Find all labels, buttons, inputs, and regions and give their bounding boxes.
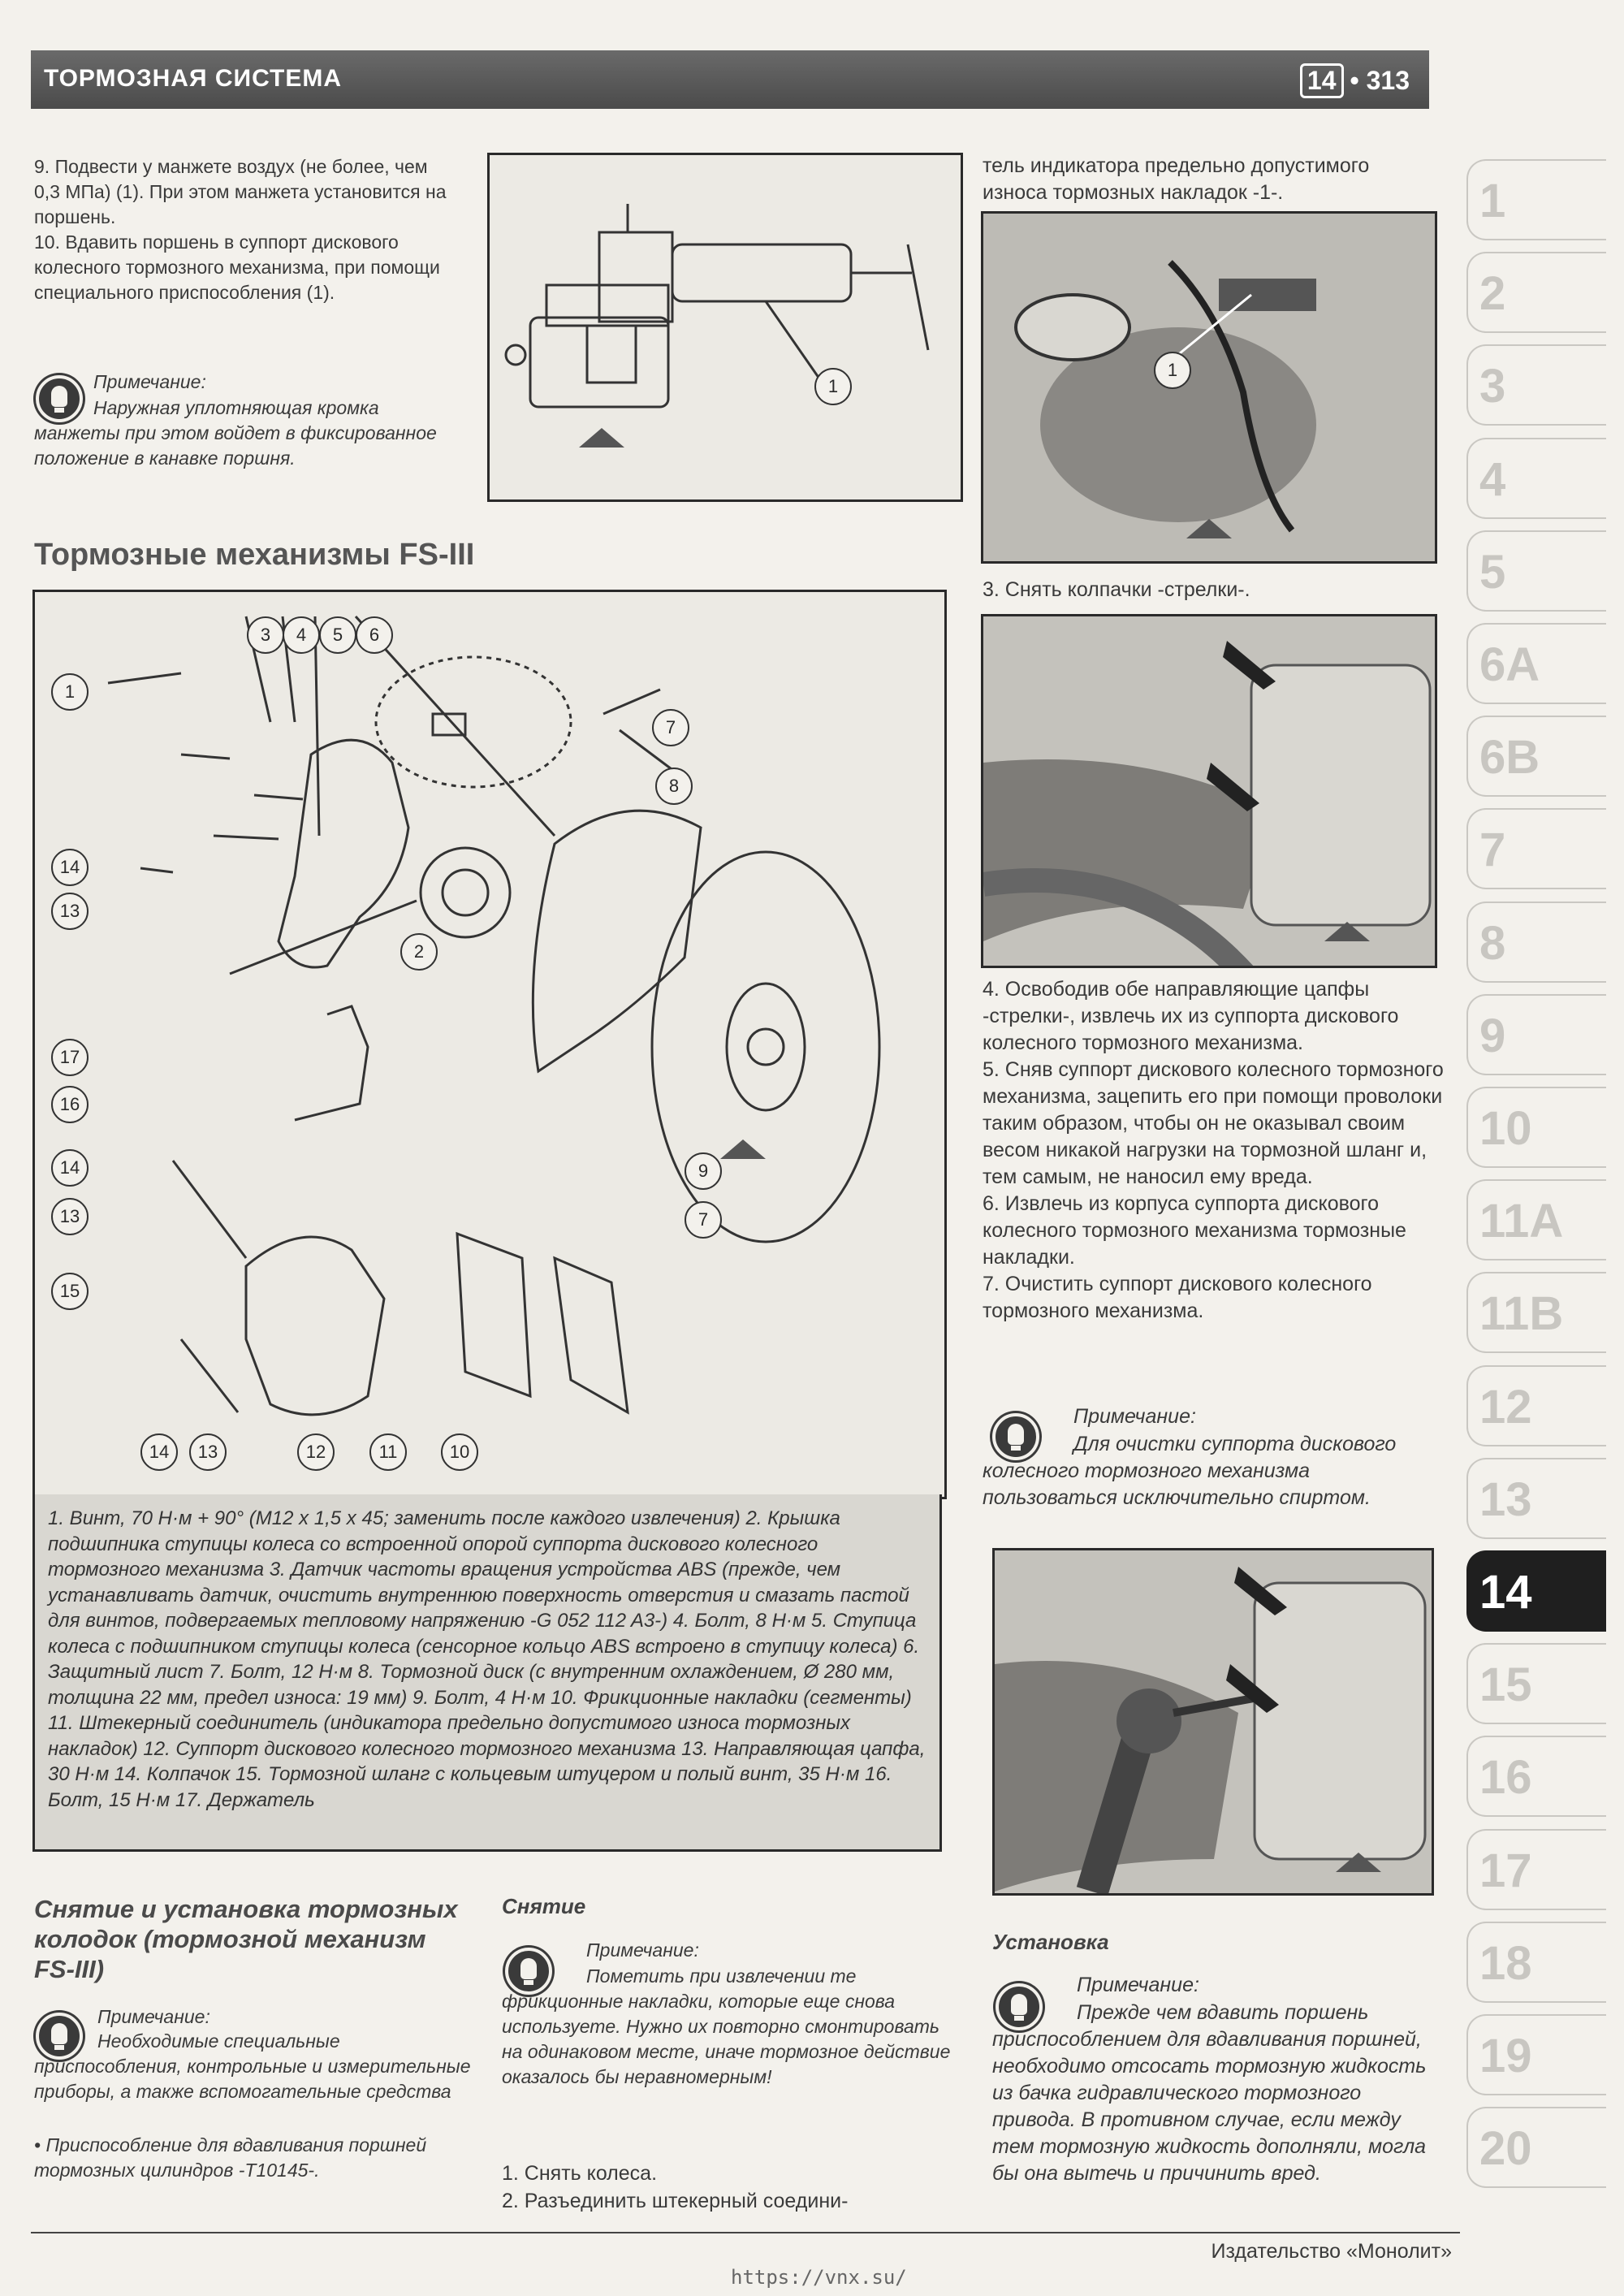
chapter-tab-6b[interactable]: 6B — [1466, 716, 1606, 797]
photo-guide-pins — [992, 1548, 1434, 1896]
step-3: 3. Снять колпачки -стрелки-. — [983, 578, 1250, 601]
figure-top-callout-1: 1 — [814, 368, 852, 405]
callout-15: 15 — [51, 1273, 89, 1310]
removal-step-1: 1. Снять колеса. — [502, 2162, 658, 2185]
left-top-steps — [34, 154, 456, 305]
callout-14: 14 — [51, 849, 89, 886]
callout-11: 11 — [369, 1433, 407, 1471]
step-9: 9. Подвести у манжете воздух (не более, чем 0,3 МПа) (1). При этом манжета установится на поршень. — [34, 156, 447, 227]
note-text-4: Для очистки суппорта дискового колесного тормозного механизма пользоваться исключительно спиртом. — [983, 1433, 1397, 1509]
section-title: ТОРМОЗНАЯ СИСТЕМА — [44, 65, 343, 92]
callout-5: 5 — [319, 616, 356, 654]
callout-14-bottom: 14 — [140, 1433, 178, 1471]
callout-3: 3 — [247, 616, 284, 654]
chapter-tab-5[interactable]: 5 — [1466, 530, 1606, 612]
callout-7-top: 7 — [652, 709, 689, 746]
chapter-tab-17[interactable]: 17 — [1466, 1829, 1606, 1910]
chapter-tab-8[interactable]: 8 — [1466, 902, 1606, 983]
chapter-tab-19[interactable]: 19 — [1466, 2014, 1606, 2095]
exploded-brake-diagram — [32, 590, 947, 1499]
chapter-tab-14[interactable]: 14 — [1466, 1550, 1606, 1632]
footer-divider — [31, 2232, 1460, 2233]
brake-assembly-drawing — [35, 592, 944, 1497]
chapter-tab-20[interactable]: 20 — [1466, 2107, 1606, 2188]
photo-caps-arrows — [981, 614, 1437, 968]
diagram-title: Тормозные механизмы FS-III — [34, 538, 475, 572]
note-title-2: Примечание: — [97, 2006, 210, 2027]
install-heading: Установка — [992, 1930, 1109, 1954]
chapter-tab-3[interactable]: 3 — [1466, 344, 1606, 426]
callout-4: 4 — [283, 616, 320, 654]
step-10: 10. Вдавить поршень в суппорт дискового колесного тормозного механизма, при помощи специального приспособления (1). — [34, 231, 440, 303]
piston-tool-drawing — [490, 155, 961, 499]
callout-13-bottom: 13 — [189, 1433, 227, 1471]
chapter-tab-2[interactable]: 2 — [1466, 252, 1606, 333]
chapter-number: 14 — [1300, 63, 1344, 98]
figure-piston-tool — [487, 153, 963, 502]
publisher: Издательство «Монолит» — [1211, 2240, 1452, 2263]
callout-1: 1 — [51, 673, 89, 711]
source-url[interactable]: https://vnx.su/ — [731, 2266, 907, 2289]
step-7: 7. Очистить суппорт дискового колесного тормозного механизма. — [983, 1273, 1372, 1322]
chapter-tab-13[interactable]: 13 — [1466, 1458, 1606, 1539]
callout-13-mid: 13 — [51, 1198, 89, 1235]
step-2-continued: тель индикатора предельно допустимого износа тормозных накладок -1-. — [983, 154, 1370, 204]
callout-8: 8 — [655, 767, 693, 805]
chapter-tab-18[interactable]: 18 — [1466, 1922, 1606, 2003]
note-title-1: Примечание: — [93, 371, 206, 392]
note-title-5: Примечание: — [1077, 1974, 1199, 1996]
callout-12: 12 — [297, 1433, 335, 1471]
steps-4-7 — [983, 976, 1445, 1325]
callout-7-bottom: 7 — [685, 1201, 722, 1239]
step-5: 5. Сняв суппорт дискового колесного тормозного механизма, зацепить его при помощи проволоки таким образом, чтобы он не оказывал своим весом никакой нагрузки на тормозной шланг и, тем самым, не наносил ему вреда. — [983, 1058, 1444, 1188]
note-title-3: Примечание: — [586, 1939, 699, 1961]
page-number: 14 • 313 — [1300, 63, 1410, 98]
chapter-tab-10[interactable]: 10 — [1466, 1087, 1606, 1168]
chapter-tab-9[interactable]: 9 — [1466, 994, 1606, 1075]
chapter-tab-15[interactable]: 15 — [1466, 1643, 1606, 1724]
page-num-value: 313 — [1366, 66, 1410, 95]
note-title-4: Примечание: — [1073, 1405, 1196, 1428]
note-text-3: Пометить при извлечении те фрикционные накладки, которые еще снова используете. Нужно их повторно смонтировать на одинаковом месте, иначе тормозное действие оказалось бы неравномерным! — [502, 1965, 951, 2087]
chapter-tab-11a[interactable]: 11A — [1466, 1179, 1606, 1260]
tool-item: • Приспособление для вдавливания поршней тормозных цилиндров -T10145-. — [34, 2134, 427, 2181]
photo-connector — [981, 211, 1437, 564]
callout-14-mid: 14 — [51, 1149, 89, 1187]
photo-callout-1: 1 — [1154, 352, 1191, 389]
chapter-tab-1[interactable]: 1 — [1466, 159, 1606, 240]
chapter-tab-16[interactable]: 16 — [1466, 1736, 1606, 1817]
note-text-2: Необходимые специальные приспособления, контрольные и измерительные приборы, а также вспомогательные средства — [34, 2030, 471, 2102]
legend-text: 1. Винт, 70 Н·м + 90° (M12 x 1,5 x 45; заменить после каждого извлечения) 2. Крышка подшипника ступицы колеса со встроенной опорой суппорта дискового колесного тормозного механизма 3. Датчик частоты вращения устройства ABS (прежде, чем устанавливать датчик, очистить внутреннюю поверхность отверстия и смазать пастой для винтов, подвергаемых тепловому напряжению -G 052 112 A3-) 4. Болт, 8 Н·м 5. Ступица колеса с подшипником ступицы колеса (сенсорное кольцо ABS встроено в ступицу колеса) 6. Защитный лист 7. Болт, 12 Н·м 8. Тормозной диск (с внутренним охлаждением, Ø 280 мм, толщина 22 мм, предел износа: 19 мм) 9. Болт, 4 Н·м 10. Фрикционные накладки (сегменты) 11. Штекерный соединитель (индикатора предельно допустимого износа тормозных накладок) 12. Суппорт дискового колесного тормозного механизма 13. Направляющая цапфа, 30 Н·м 14. Колпачок 15. Тормозной шланг с кольцевым штуцером и полый винт, 35 Н·м 16. Болт, 15 Н·м 17. Держатель — [48, 1507, 926, 1811]
callout-13: 13 — [51, 893, 89, 930]
section-heading-pads: Снятие и установка тормозных колодок (тормозной механизм FS-III) — [34, 1895, 458, 1983]
chapter-tab-11b[interactable]: 11B — [1466, 1272, 1606, 1353]
step-6: 6. Извлечь из корпуса суппорта дискового колесного тормозного механизма тормозные накладки. — [983, 1192, 1406, 1269]
removal-heading: Снятие — [502, 1894, 586, 1918]
callout-16: 16 — [51, 1086, 89, 1123]
chapter-tab-12[interactable]: 12 — [1466, 1365, 1606, 1446]
callout-17: 17 — [51, 1039, 89, 1076]
photo-guide-pins-drawing — [995, 1550, 1432, 1893]
photo-connector-drawing — [983, 214, 1435, 561]
page-header — [31, 50, 1429, 109]
chapter-tab-7[interactable]: 7 — [1466, 808, 1606, 889]
photo-caps-drawing — [983, 616, 1435, 966]
removal-step-2: 2. Разъединить штекерный соедини- — [502, 2190, 849, 2212]
diagram-legend — [32, 1494, 942, 1852]
callout-6: 6 — [356, 616, 393, 654]
chapter-tab-4[interactable]: 4 — [1466, 438, 1606, 519]
chapter-tab-6a[interactable]: 6A — [1466, 623, 1606, 704]
callout-9: 9 — [685, 1152, 722, 1190]
note-text-1: Наружная уплотняющая кромка манжеты при этом войдет в фиксированное положение в канавке поршня. — [34, 397, 437, 469]
note-text-5: Прежде чем вдавить поршень приспособлением для вдавливания поршней, необходимо отсосать тормозную жидкость из бачка гидравлического тормозного привода. В противном случае, если между тем тормозную жидкость дополняли, могла бы она вытечь и причинить вред. — [992, 2001, 1427, 2185]
callout-2: 2 — [400, 933, 438, 971]
step-4: 4. Освободив обе направляющие цапфы -стрелки-, извлечь их из суппорта дискового колесного тормозного механизма. — [983, 978, 1399, 1054]
callout-10: 10 — [441, 1433, 478, 1471]
